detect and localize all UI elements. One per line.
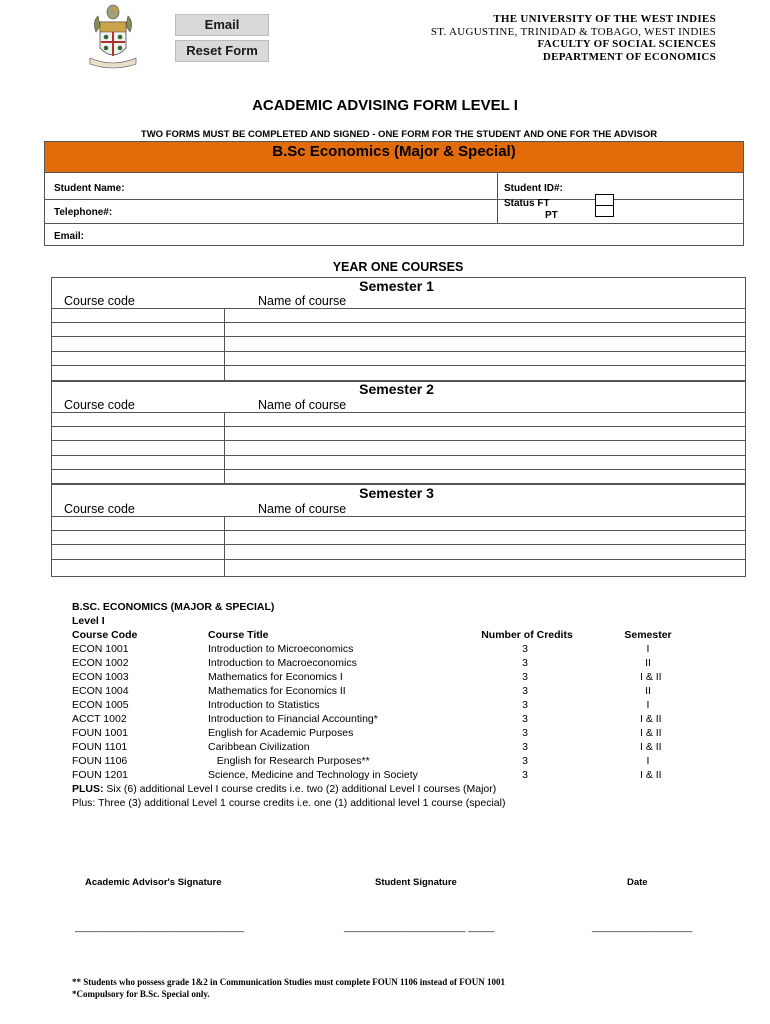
table-row[interactable]: [52, 544, 745, 560]
semester-3-heading: Semester 3: [359, 485, 434, 501]
course-code-header: Course code: [64, 398, 135, 412]
form-instruction: TWO FORMS MUST BE COMPLETED AND SIGNED - ONE FORM FOR THE STUDENT AND ONE FOR THE ADVISOR: [140, 129, 658, 140]
student-info-box: [44, 172, 744, 246]
table-row[interactable]: [52, 336, 745, 352]
programme-banner: B.Sc Economics (Major & Special): [44, 141, 744, 173]
course-code: ACCT 1002: [72, 713, 127, 725]
course-credits: 3: [522, 769, 528, 781]
year-one-heading: YEAR ONE COURSES: [332, 260, 464, 274]
course-title: Caribbean Civilization: [208, 741, 310, 753]
course-semester: I: [646, 643, 650, 655]
course-semester: I: [646, 755, 650, 767]
course-title-column: Course Title: [208, 629, 269, 641]
telephone-label: Telephone#:: [54, 207, 113, 218]
course-title: Mathematics for Economics I: [208, 671, 343, 683]
course-code: ECON 1002: [72, 657, 129, 669]
table-row[interactable]: [52, 530, 745, 545]
university-name: THE UNIVERSITY OF THE WEST INDIES: [493, 13, 716, 25]
course-requirements: [72, 600, 692, 810]
course-rows: [72, 642, 692, 782]
email-label: Email:: [54, 231, 85, 242]
course-semester: II: [645, 657, 651, 669]
course-code: ECON 1004: [72, 685, 129, 697]
course-semester: II: [645, 685, 651, 697]
student-id-label: Student ID#:: [504, 183, 563, 194]
course-credits: 3: [522, 643, 528, 655]
plus-text: Six (6) additional Level I course credits i.e. two (2) additional Level I courses (Major): [103, 783, 497, 795]
semester-2-heading: Semester 2: [359, 381, 434, 397]
campus-location: ST. AUGUSTINE, TRINIDAD & TOBAGO, WEST INDIES: [430, 25, 716, 38]
status-ft-label: Status FT: [504, 198, 550, 209]
email-button[interactable]: Email: [175, 14, 269, 36]
faculty-name: FACULTY OF SOCIAL SCIENCES: [537, 38, 716, 50]
course-row: [72, 726, 692, 740]
table-row[interactable]: [52, 426, 745, 441]
course-list-header: [72, 628, 692, 642]
course-credits: 3: [522, 727, 528, 739]
course-row: [72, 656, 692, 670]
course-credits: 3: [522, 713, 528, 725]
course-row: [72, 698, 692, 712]
course-name-header: Name of course: [258, 294, 347, 308]
course-code: FOUN 1106: [72, 755, 128, 767]
course-title: Science, Medicine and Technology in Society: [208, 769, 418, 781]
university-header: [431, 13, 716, 63]
status-pt-label: PT: [545, 210, 558, 221]
department-name: DEPARTMENT OF ECONOMICS: [542, 50, 716, 63]
table-row[interactable]: [52, 412, 745, 427]
plus-note-special: Plus: Three (3) additional Level 1 course credits i.e. one (1) additional level 1 course (special): [72, 797, 506, 809]
course-title: Introduction to Macroeconomics: [208, 657, 357, 669]
requirements-heading: B.SC. ECONOMICS (MAJOR & SPECIAL): [72, 601, 275, 613]
level-label: Level I: [72, 615, 105, 627]
table-row[interactable]: [52, 440, 745, 456]
table-row[interactable]: [52, 351, 745, 366]
course-row: [72, 768, 692, 782]
course-semester: I & II: [640, 769, 662, 781]
course-title: English for Research Purposes**: [208, 755, 370, 767]
course-row: [72, 754, 692, 768]
reset-form-button[interactable]: Reset Form: [175, 40, 269, 62]
course-code-column: Course Code: [72, 629, 138, 641]
course-credits: 3: [522, 741, 528, 753]
course-code: FOUN 1101: [72, 741, 128, 753]
course-credits: 3: [522, 755, 528, 767]
date-label: Date: [627, 877, 648, 888]
course-name-header: Name of course: [258, 502, 347, 516]
course-credits: 3: [522, 699, 528, 711]
credits-column: Number of Credits: [481, 629, 573, 641]
course-semester: I & II: [640, 741, 662, 753]
course-title: Introduction to Statistics: [208, 699, 320, 711]
table-row[interactable]: [52, 516, 745, 531]
divider: [497, 172, 498, 223]
status-pt-checkbox[interactable]: [595, 205, 614, 217]
table-row[interactable]: [52, 308, 745, 323]
student-signature-line[interactable]: _______________________ _____: [344, 922, 495, 933]
course-code-header: Course code: [64, 502, 135, 516]
course-code: ECON 1003: [72, 671, 129, 683]
date-line[interactable]: ___________________: [592, 922, 693, 933]
course-row: [72, 670, 692, 684]
course-code-header: Course code: [64, 294, 135, 308]
table-row[interactable]: [52, 322, 745, 337]
table-row[interactable]: [52, 455, 745, 470]
table-row[interactable]: [52, 559, 745, 577]
course-title: English for Academic Purposes: [208, 727, 354, 739]
divider: [45, 199, 743, 200]
course-semester: I & II: [640, 671, 662, 683]
plus-label: PLUS:: [72, 783, 104, 795]
university-crest-logo: [84, 2, 142, 72]
course-semester: I & II: [640, 727, 662, 739]
course-code: FOUN 1201: [72, 769, 129, 781]
course-code: ECON 1005: [72, 699, 129, 711]
course-code: ECON 1001: [72, 643, 129, 655]
footnote-compulsory: *Compulsory for B.Sc. Special only.: [72, 989, 210, 999]
advisor-signature-label: Academic Advisor's Signature: [85, 877, 222, 888]
semester-3-table: [51, 483, 746, 577]
semester-1-heading: Semester 1: [359, 278, 434, 294]
divider: [45, 223, 743, 224]
form-title: ACADEMIC ADVISING FORM LEVEL I: [252, 97, 518, 114]
course-row: [72, 740, 692, 754]
course-credits: 3: [522, 657, 528, 669]
student-name-label: Student Name:: [54, 183, 125, 194]
course-title: Introduction to Microeconomics: [208, 643, 354, 655]
course-credits: 3: [522, 685, 528, 697]
course-title: Mathematics for Economics II: [208, 685, 346, 697]
footnote-communication-studies: ** Students who possess grade 1&2 in Communication Studies must complete FOUN 1106 instead of FOUN 1001: [72, 977, 506, 987]
course-row: [72, 712, 692, 726]
course-title: Introduction to Financial Accounting*: [208, 713, 378, 725]
course-semester: I & II: [640, 713, 662, 725]
semester-column: Semester: [624, 629, 672, 641]
course-credits: 3: [522, 671, 528, 683]
course-row: [72, 642, 692, 656]
semester-1-table: [51, 277, 746, 382]
semester-2-table: [51, 380, 746, 485]
student-signature-label: Student Signature: [375, 877, 457, 888]
advisor-signature-line[interactable]: ________________________________: [75, 922, 245, 933]
course-semester: I: [646, 699, 650, 711]
course-code: FOUN 1001: [72, 727, 129, 739]
plus-note-major: [72, 782, 692, 796]
course-name-header: Name of course: [258, 398, 347, 412]
course-row: [72, 684, 692, 698]
